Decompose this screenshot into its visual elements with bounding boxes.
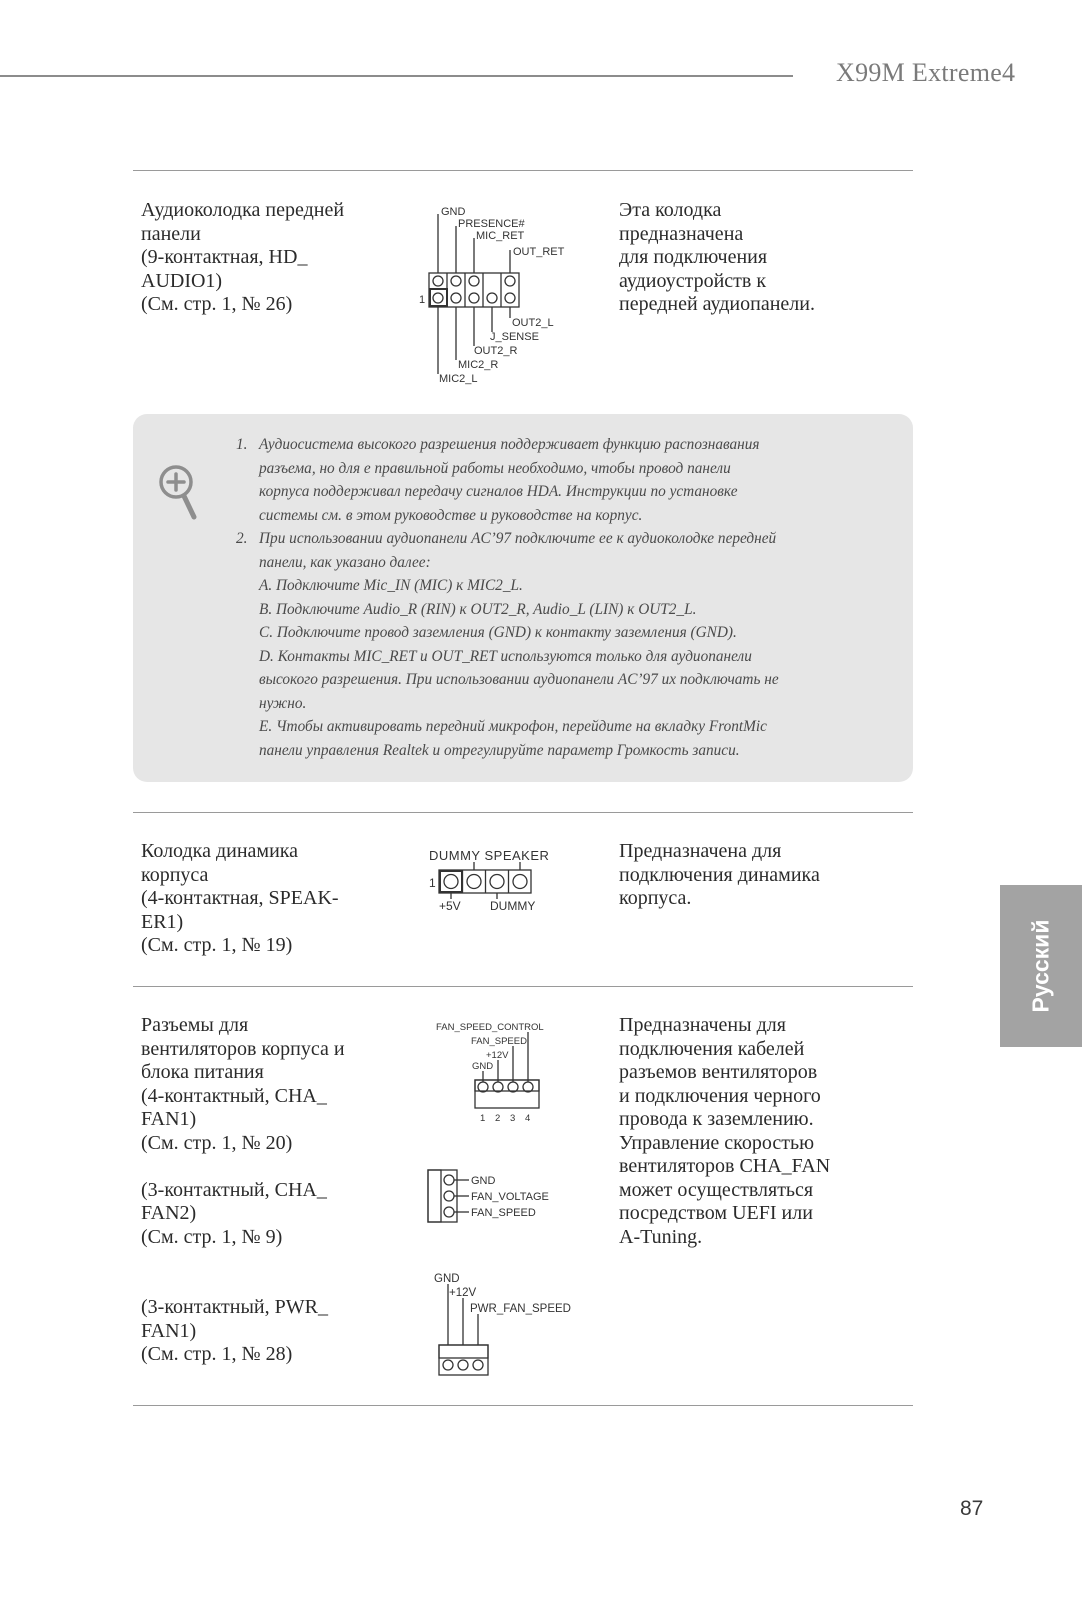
label-gnd: GND (471, 1175, 496, 1187)
label-j-sense: J_SENSE (490, 331, 539, 343)
speaker-title: Колодка динамика корпуса (4-контактная, SPEAK- ER1) (См. стр. 1, № 19) (141, 840, 339, 956)
fan-title: Разъемы для вентиляторов корпуса и блока питания (4-контактный, CHA_ FAN1) (См. стр. 1, № 20) (3-контактный, CHA_ FAN2) (См. стр. 1, № 9) (3-контактный, PWR_ FAN1) (См. стр. 1, № 28) (141, 1014, 345, 1365)
pin-number: 1 (480, 1113, 486, 1124)
section-divider (133, 986, 913, 987)
pin1-label: 1 (419, 294, 426, 306)
label-out-ret: OUT_RET (513, 246, 565, 258)
label-mic2-l: MIC2_L (439, 373, 478, 385)
pin-number: 2 (495, 1113, 501, 1124)
hd-audio-description: Эта колодка предназначена для подключения аудиоустройств к передней аудиопанели. (619, 199, 815, 315)
label-dummy: DUMMY (490, 899, 536, 912)
hd-audio-pinout-diagram (415, 200, 595, 390)
note-list (236, 433, 836, 762)
label-12v: +12V (449, 1287, 477, 1299)
label-12v: +12V (486, 1050, 509, 1061)
pwr-fan1-pinout-diagram (430, 1270, 590, 1380)
label-gnd: GND (472, 1061, 494, 1072)
label-fan-speed: FAN_SPEED (471, 1036, 527, 1047)
pin1-label: 1 (429, 876, 436, 890)
section-divider (133, 812, 913, 813)
label-mic-ret: MIC_RET (476, 230, 525, 242)
pin-number: 3 (510, 1113, 516, 1124)
label-fan-speed: FAN_SPEED (471, 1207, 536, 1219)
label-out2-l: OUT2_L (512, 317, 554, 329)
fan-description: Предназначены для подключения кабелей разъемов вентиляторов и подключения черного провода к заземлению. Управление скоростью вентиляторов CHA_FAN может осуществляться посредством UEFI или A-Tuning. (619, 1014, 831, 1248)
page-number: 87 (960, 1497, 984, 1520)
label-presence: PRESENCE# (458, 218, 525, 230)
note-item: 2. При использовании аудиопанели AC’97 подключите ее к аудиоколодке передней панели, как указано далее: A. Подключите Mic_IN (MIC) к MIC2_L. B. Подключите Audio_R (RIN) к OUT2_R, Audio_L (LIN) к OUT2_L. C. Подключите провод заземления (GND) к контакту заземления (GND). D. Контакты MIC_RET и OUT_RET используются только для аудиопанели высокого разрешения. При использовании аудиопанели AC’97 их подключать не нужно. E. Чтобы активировать передний микрофон, перейдите на вкладку FrontMic панели управления Realtek и отрегулируйте параметр Громкость записи. (236, 530, 779, 759)
section-divider (133, 170, 913, 171)
header-rule (0, 75, 793, 77)
pin-number: 4 (525, 1113, 531, 1124)
speaker-description: Предназначена для подключения динамика корпуса. (619, 840, 820, 909)
label-fan-voltage: FAN_VOLTAGE (471, 1191, 549, 1203)
label-mic2-r: MIC2_R (458, 359, 499, 371)
label-fan-speed-control: FAN_SPEED_CONTROL (436, 1022, 544, 1033)
magnifier-plus-icon (156, 462, 202, 524)
speaker-pinout-diagram (420, 842, 570, 912)
language-tab: Русский (1000, 885, 1082, 1047)
model-name: X99M Extreme4 (836, 58, 1016, 87)
label-pwr-fan-speed: PWR_FAN_SPEED (470, 1303, 571, 1315)
cha-fan1-pinout-diagram (430, 1020, 570, 1125)
label-out2-r: OUT2_R (474, 345, 518, 357)
label-plus5v: +5V (439, 899, 461, 912)
label-gnd: GND (434, 1273, 460, 1285)
note-item: 1. Аудиосистема высокого разрешения поддерживает функцию распознавания разъема, но для е правильной работы необходимо, чтобы провод панели корпуса поддерживал передачу сигналов HDA. Инструкции по установке системы см. в этом руководстве и руководстве на корпус. (236, 436, 760, 524)
section-divider (133, 1405, 913, 1406)
label-gnd: GND (441, 206, 466, 218)
cha-fan2-pinout-diagram (425, 1168, 575, 1228)
hd-audio-title: Аудиоколодка передней панели (9-контактная, HD_ AUDIO1) (См. стр. 1, № 26) (141, 199, 345, 315)
label-dummy-speaker: DUMMY SPEAKER (429, 848, 550, 863)
